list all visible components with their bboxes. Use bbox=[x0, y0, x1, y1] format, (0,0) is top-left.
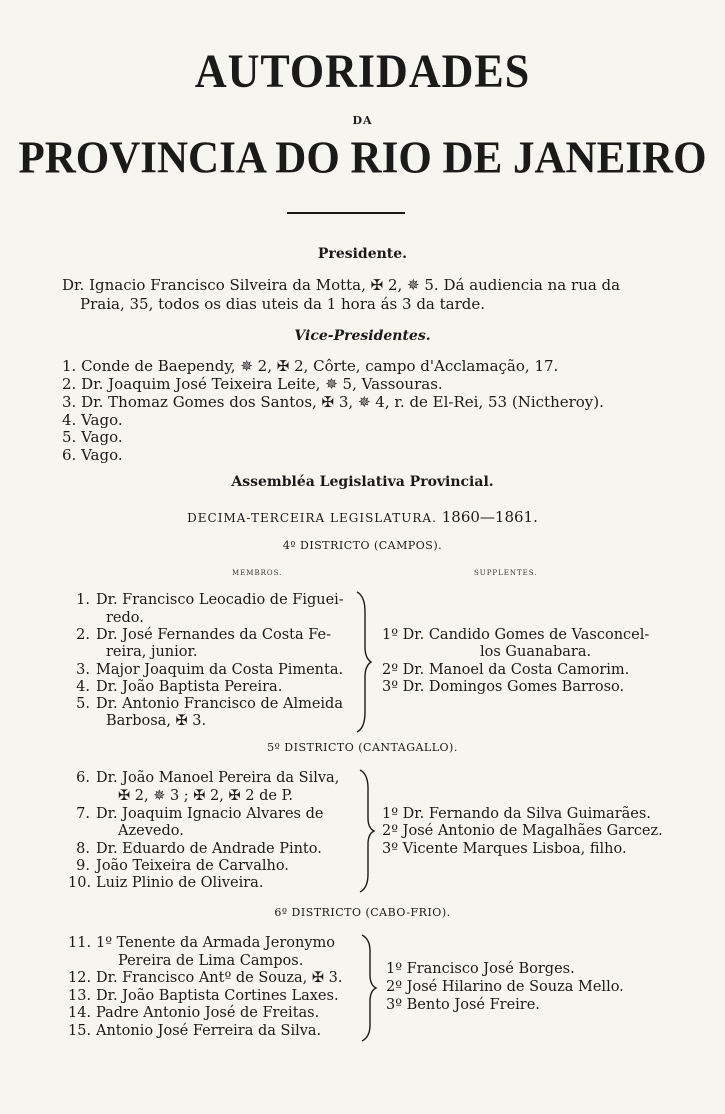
member-item: 6. Dr. João Manoel Pereira da Silva, bbox=[76, 770, 340, 786]
member-item-cont: Azevedo. bbox=[118, 823, 184, 839]
page-subtitle: PROVINCIA DO RIO DE JANEIRO bbox=[18, 133, 707, 184]
member-item: 3. Major Joaquim da Costa Pimenta. bbox=[76, 662, 344, 678]
member-item: 12. Dr. Francisco Antº de Souza, ✠ 3. bbox=[68, 970, 343, 986]
district-4-brace bbox=[355, 592, 375, 732]
member-item-cont: Barbosa, ✠ 3. bbox=[106, 713, 207, 729]
member-item-cont: redo. bbox=[106, 610, 144, 626]
member-item: 5. Dr. Antonio Francisco de Almeida bbox=[76, 696, 343, 712]
vice-item: 5. Vago. bbox=[62, 428, 123, 446]
substitute-item: 2º Dr. Manoel da Costa Camorim. bbox=[382, 662, 630, 678]
member-item: 9. João Teixeira de Carvalho. bbox=[76, 858, 289, 874]
member-item: 15. Antonio José Ferreira da Silva. bbox=[68, 1023, 322, 1039]
vice-item: 4. Vago. bbox=[62, 411, 123, 429]
member-item: 7. Dr. Joaquim Ignacio Alvares de bbox=[76, 806, 324, 822]
vice-item: 3. Dr. Thomaz Gomes dos Santos, ✠ 3, ✵ 4, r. de El-Rei, 53 (Nictheroy). bbox=[62, 393, 604, 411]
member-item-cont: ✠ 2, ✵ 3 ; ✠ 2, ✠ 2 de P. bbox=[118, 788, 293, 804]
vice-presidentes-heading: Vice-Presidentes. bbox=[294, 328, 431, 344]
vice-item: 2. Dr. Joaquim José Teixeira Leite, ✵ 5, Vassouras. bbox=[62, 375, 443, 393]
district-5-brace bbox=[358, 770, 378, 892]
substitute-item: 1º Dr. Candido Gomes de Vasconcel- bbox=[382, 627, 650, 643]
district-6-heading: 6º DISTRICTO (CABO-FRIO). bbox=[274, 906, 451, 919]
presidente-text-line-2: Praia, 35, todos os dias uteis da 1 hora ás 3 da tarde. bbox=[80, 295, 486, 313]
legislatura-label: DECIMA-TERCEIRA LEGISLATURA. bbox=[187, 511, 437, 525]
substitute-item: 3º Dr. Domingos Gomes Barroso. bbox=[382, 679, 625, 695]
substitute-item: 1º Dr. Fernando da Silva Guimarães. bbox=[382, 806, 651, 822]
legislatura-years: 1860—1861. bbox=[441, 508, 538, 526]
member-item: 1. Dr. Francisco Leocadio de Figuei- bbox=[76, 592, 344, 608]
district-6-brace bbox=[360, 935, 380, 1041]
substitute-item: 2º José Antonio de Magalhães Garcez. bbox=[382, 823, 663, 839]
substitute-item: 3º Vicente Marques Lisboa, filho. bbox=[382, 841, 627, 857]
title-divider bbox=[287, 212, 405, 214]
district-4-heading: 4º DISTRICTO (CAMPOS). bbox=[282, 539, 443, 552]
member-item: 14. Padre Antonio José de Freitas. bbox=[68, 1005, 320, 1021]
member-item-cont: Pereira de Lima Campos. bbox=[118, 953, 304, 969]
legislatura-line bbox=[0, 508, 725, 526]
substitute-item-cont: los Guanabara. bbox=[480, 644, 592, 660]
vice-item: 1. Conde de Baependy, ✵ 2, ✠ 2, Côrte, campo d'Acclamação, 17. bbox=[62, 357, 559, 375]
vice-item: 6. Vago. bbox=[62, 446, 123, 464]
page-title: AUTORIDADES bbox=[194, 45, 531, 98]
substitute-item: 3º Bento José Freire. bbox=[386, 997, 540, 1013]
district-5-heading: 5º DISTRICTO (CANTAGALLO). bbox=[267, 741, 458, 754]
substitutes-column-heading: SUPPLENTES. bbox=[474, 569, 538, 577]
presidente-text-line-1: Dr. Ignacio Francisco Silveira da Motta, ✠ 2, ✵ 5. Dá audiencia na rua da bbox=[62, 276, 621, 294]
member-item: 8. Dr. Eduardo de Andrade Pinto. bbox=[76, 841, 322, 857]
substitute-item: 1º Francisco José Borges. bbox=[386, 961, 575, 977]
presidente-heading: Presidente. bbox=[317, 246, 408, 262]
substitute-item: 2º José Hilarino de Souza Mello. bbox=[386, 979, 624, 995]
title-connector: DA bbox=[352, 114, 373, 127]
member-item: 11. 1º Tenente da Armada Jeronymo bbox=[68, 935, 335, 951]
assembleia-heading: Assembléa Legislativa Provincial. bbox=[231, 474, 494, 490]
member-item-cont: reira, junior. bbox=[106, 644, 198, 660]
member-item: 10. Luiz Plinio de Oliveira. bbox=[68, 875, 264, 891]
member-item: 4. Dr. João Baptista Pereira. bbox=[76, 679, 283, 695]
member-item: 2. Dr. José Fernandes da Costa Fe- bbox=[76, 627, 332, 643]
member-item: 13. Dr. João Baptista Cortines Laxes. bbox=[68, 988, 339, 1004]
members-column-heading: MEMBROS. bbox=[232, 569, 283, 577]
